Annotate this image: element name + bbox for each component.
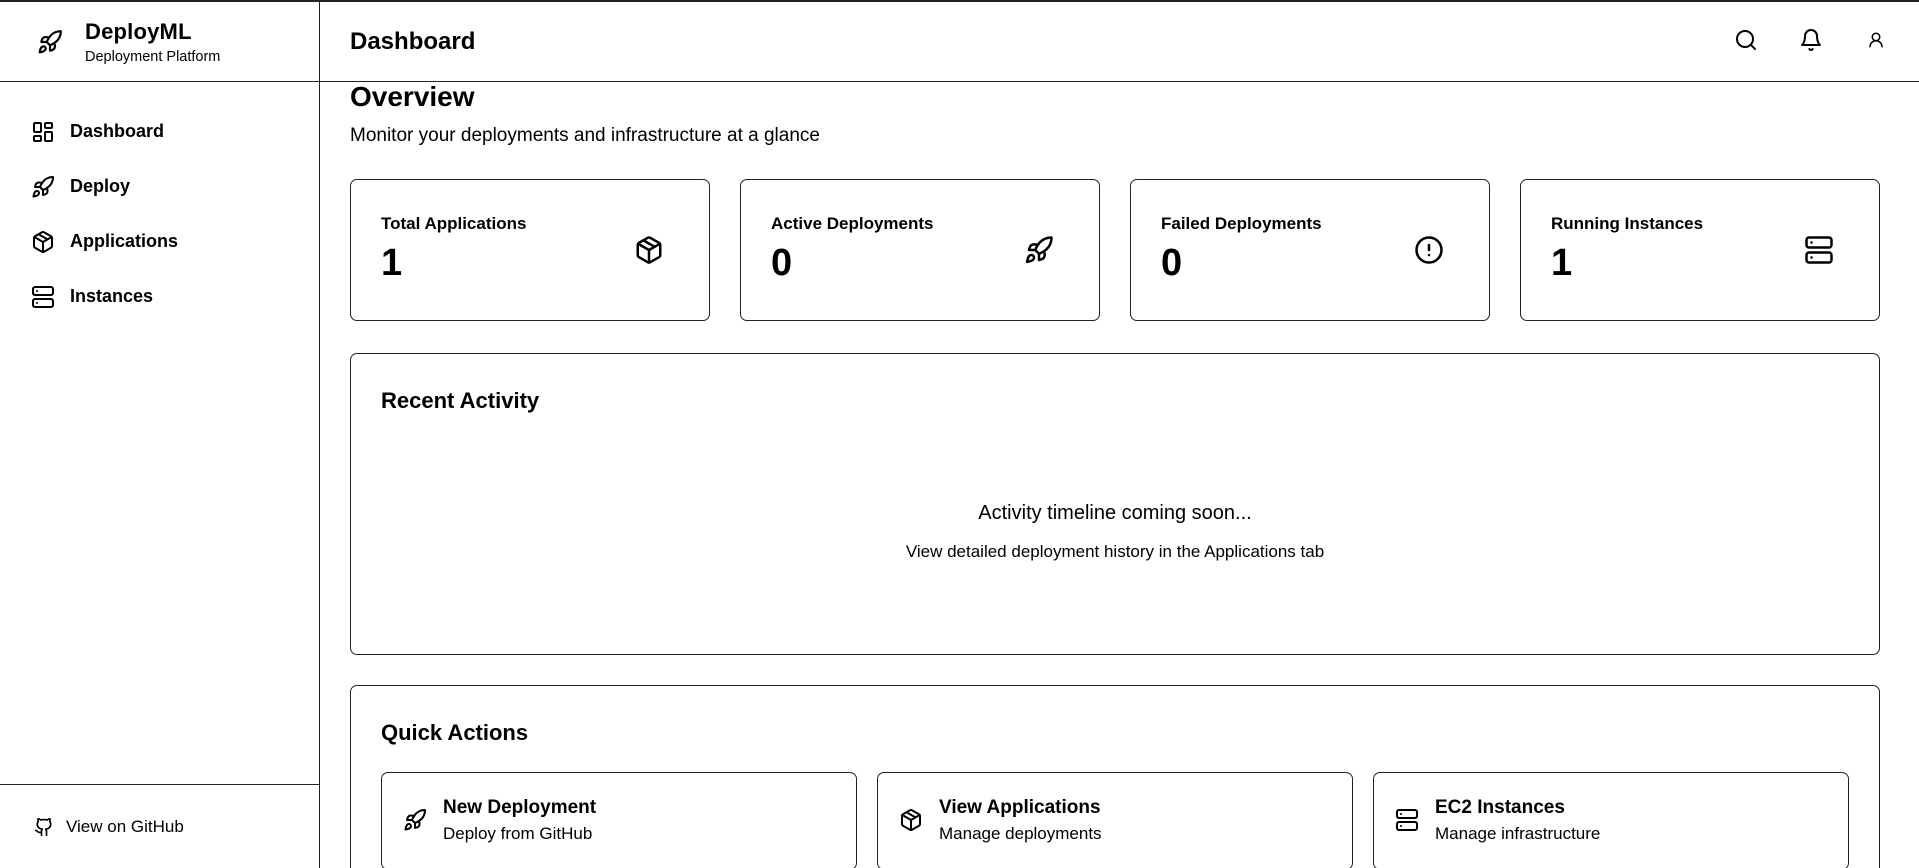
profile-button[interactable] (1853, 19, 1899, 65)
package-icon (633, 234, 665, 266)
quick-action-ec2-instances[interactable] (1373, 772, 1849, 868)
stat-value: 0 (771, 242, 793, 284)
quick-actions-panel (350, 685, 1880, 868)
sidebar-item-applications[interactable] (0, 214, 319, 269)
stat-label: Running Instances (1551, 214, 1704, 233)
rocket-icon (402, 807, 428, 833)
stat-value: 1 (1551, 242, 1573, 284)
bell-icon (1799, 28, 1823, 57)
dashboard-grid-icon (30, 119, 56, 145)
sidebar-nav (0, 82, 319, 324)
sidebar-item-label: Instances (70, 286, 154, 306)
stat-card-active-deployments (740, 179, 1100, 321)
package-icon (30, 229, 56, 255)
quick-actions-row (381, 772, 1849, 868)
page-title: Dashboard (350, 27, 476, 55)
sidebar-item-label: Applications (70, 231, 179, 251)
stat-label: Failed Deployments (1161, 214, 1322, 233)
sidebar (0, 2, 320, 868)
stats-row (350, 179, 1880, 321)
quick-action-subtitle: Deploy from GitHub (443, 824, 593, 843)
server-icon (1394, 807, 1420, 833)
sidebar-item-instances[interactable] (0, 269, 319, 324)
top-header (320, 2, 1919, 82)
server-icon (30, 284, 56, 310)
stat-label: Total Applications (381, 214, 527, 233)
search-button[interactable] (1723, 19, 1769, 65)
recent-activity-panel (350, 353, 1880, 655)
stat-card-running-instances (1520, 179, 1880, 321)
notifications-button[interactable] (1788, 19, 1834, 65)
user-icon (1867, 31, 1885, 54)
activity-empty-message: Activity timeline coming soon... (978, 502, 1252, 524)
quick-action-subtitle: Manage deployments (939, 824, 1102, 843)
quick-action-subtitle: Manage infrastructure (1435, 824, 1601, 843)
stat-label: Active Deployments (771, 214, 934, 233)
stat-value: 0 (1161, 242, 1183, 284)
github-icon (34, 817, 54, 837)
stat-value: 1 (381, 242, 403, 284)
server-icon (1803, 234, 1835, 266)
quick-actions-title: Quick Actions (381, 720, 529, 745)
rocket-icon (30, 174, 56, 200)
search-icon (1734, 28, 1758, 57)
quick-action-title: New Deployment (443, 797, 597, 818)
overview-subtitle: Monitor your deployments and infrastructure at a glance (350, 125, 820, 146)
stat-card-failed-deployments (1130, 179, 1490, 321)
alert-circle-icon (1413, 234, 1445, 266)
package-icon (898, 807, 924, 833)
rocket-icon (36, 28, 64, 56)
recent-activity-title: Recent Activity (381, 388, 540, 413)
header-actions (1704, 2, 1899, 82)
github-link-label: View on GitHub (66, 816, 184, 836)
stat-card-total-applications (350, 179, 710, 321)
sidebar-item-dashboard[interactable] (0, 104, 319, 159)
overview-title: Overview (350, 82, 475, 112)
brand-subtitle: Deployment Platform (85, 48, 221, 65)
main-content (350, 82, 1880, 868)
sidebar-item-deploy[interactable] (0, 159, 319, 214)
activity-empty-hint: View detailed deployment history in the Applications tab (905, 542, 1325, 561)
rocket-icon (1023, 234, 1055, 266)
brand[interactable] (0, 2, 319, 82)
sidebar-item-label: Deploy (70, 176, 131, 196)
quick-action-title: View Applications (939, 797, 1101, 818)
quick-action-new-deployment[interactable] (381, 772, 857, 868)
github-link[interactable] (0, 784, 319, 868)
sidebar-item-label: Dashboard (70, 121, 165, 141)
quick-action-view-applications[interactable] (877, 772, 1353, 868)
quick-action-title: EC2 Instances (1435, 797, 1565, 818)
brand-name: DeployML (85, 18, 192, 44)
